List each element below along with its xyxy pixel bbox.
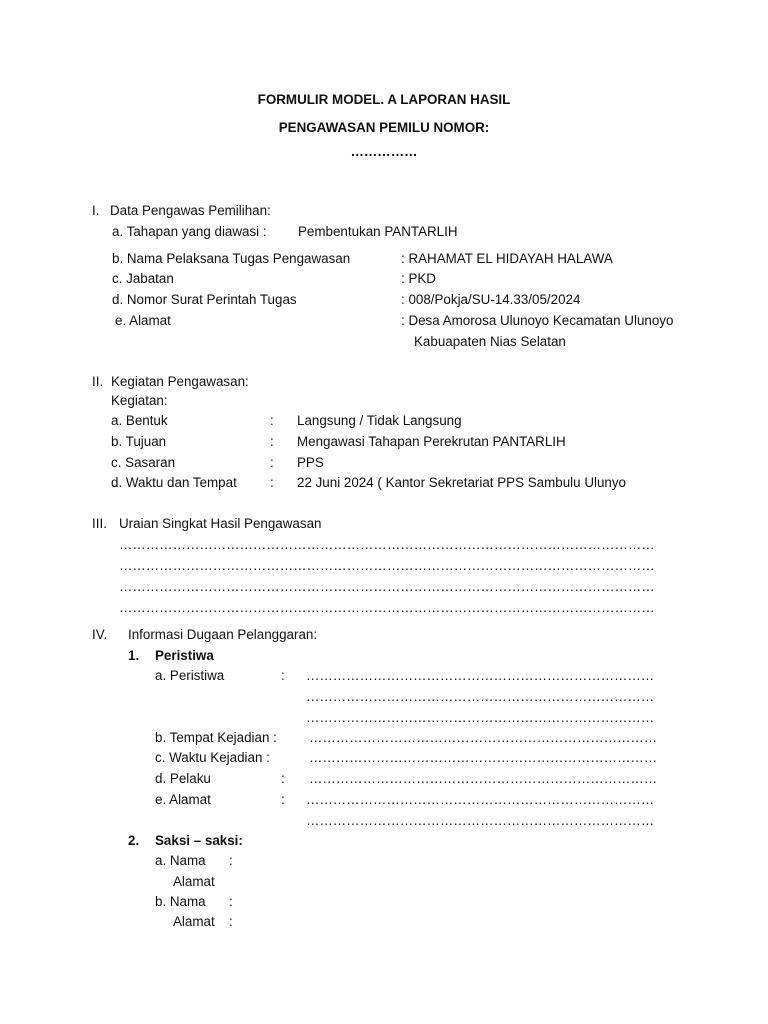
section-2-number: II. <box>92 374 104 389</box>
tempat-kejadian-dotted-line: …………………………………………………………………… <box>309 730 658 745</box>
uraian-dotted-line: ………………………………………………………………………………………………………… <box>119 579 655 594</box>
peristiwa-dotted-line: …………………………………………………………………… <box>306 710 655 725</box>
sasaran-value: PPS <box>297 455 324 470</box>
section-1-number: I. <box>92 203 100 218</box>
waktu-tempat-label: d. Waktu dan Tempat <box>111 475 237 490</box>
section-4-number: IV. <box>92 627 108 642</box>
uraian-dotted-line: ………………………………………………………………………………………………………… <box>119 558 655 573</box>
nama-pelaksana-value: : RAHAMAT EL HIDAYAH HALAWA <box>401 251 613 266</box>
waktu-tempat-value: 22 Juni 2024 ( Kantor Sekretariat PPS Sambulu Ulunyo <box>297 475 626 490</box>
peristiwa-title: Peristiwa <box>155 648 214 663</box>
saksi-b-alamat-colon: : <box>229 914 233 929</box>
alamat-value: : Desa Amorosa Ulunoyo Kecamatan Ulunoyo <box>401 313 674 328</box>
saksi-title: Saksi – saksi: <box>155 833 243 848</box>
form-number-placeholder: …………… <box>350 144 418 159</box>
waktu-tempat-colon: : <box>270 475 274 490</box>
uraian-dotted-line: ………………………………………………………………………………………………………… <box>119 600 655 615</box>
saksi-number: 2. <box>128 833 140 848</box>
nomor-surat-label: d. Nomor Surat Perintah Tugas <box>112 292 297 307</box>
tujuan-colon: : <box>270 434 274 449</box>
kegiatan-sublabel: Kegiatan: <box>111 393 168 408</box>
sasaran-label: c. Sasaran <box>111 455 176 470</box>
peristiwa-colon: : <box>281 668 285 683</box>
tahapan-label: a. Tahapan yang diawasi : <box>112 224 267 239</box>
alamat-value-line2: Kabuapaten Nias Selatan <box>414 334 566 349</box>
saksi-b-alamat-label: Alamat <box>173 914 215 929</box>
nomor-surat-value: : 008/Pokja/SU-14.33/05/2024 <box>401 292 581 307</box>
saksi-b-nama-label: b. Nama <box>155 894 206 909</box>
alamat-kejadian-dotted-line: …………………………………………………………………… <box>306 792 655 807</box>
bentuk-label: a. Bentuk <box>111 413 168 428</box>
saksi-a-nama-colon: : <box>229 853 233 868</box>
peristiwa-number: 1. <box>128 648 140 663</box>
section-1-title: Data Pengawas Pemilihan: <box>110 203 271 218</box>
pelaku-label: d. Pelaku <box>155 771 211 786</box>
alamat-label: e. Alamat <box>115 313 171 328</box>
peristiwa-dotted-line: …………………………………………………………………… <box>306 668 655 683</box>
section-4-title: Informasi Dugaan Pelanggaran: <box>128 627 318 642</box>
tahapan-value: Pembentukan PANTARLIH <box>298 224 458 239</box>
waktu-kejadian-dotted-line: …………………………………………………………………… <box>309 750 658 765</box>
saksi-a-nama-label: a. Nama <box>155 853 206 868</box>
bentuk-colon: : <box>270 413 274 428</box>
alamat-kejadian-label: e. Alamat <box>155 792 211 807</box>
bentuk-value: Langsung / Tidak Langsung <box>297 413 462 428</box>
tempat-kejadian-label: b. Tempat Kejadian : <box>155 730 277 745</box>
section-3-title: Uraian Singkat Hasil Pengawasan <box>119 516 322 531</box>
nama-pelaksana-label: b. Nama Pelaksana Tugas Pengawasan <box>112 251 351 266</box>
form-title-line2: PENGAWASAN PEMILU NOMOR: <box>278 120 490 135</box>
alamat-kejadian-colon: : <box>281 792 285 807</box>
waktu-kejadian-label: c. Waktu Kejadian : <box>155 750 270 765</box>
saksi-b-nama-colon: : <box>229 894 233 909</box>
tujuan-label: b. Tujuan <box>111 434 167 449</box>
sasaran-colon: : <box>270 455 274 470</box>
section-3-number: III. <box>92 516 107 531</box>
section-2-title: Kegiatan Pengawasan: <box>111 374 249 389</box>
jabatan-label: c. Jabatan <box>112 271 174 286</box>
tujuan-value: Mengawasi Tahapan Perekrutan PANTARLIH <box>297 434 566 449</box>
uraian-dotted-line: ………………………………………………………………………………………………………… <box>119 537 655 552</box>
peristiwa-label: a. Peristiwa <box>155 668 225 683</box>
jabatan-value: : PKD <box>401 271 436 286</box>
pelaku-dotted-line: …………………………………………………………………… <box>309 771 658 786</box>
saksi-a-alamat-label: Alamat <box>173 874 215 889</box>
alamat-kejadian-dotted-line: …………………………………………………………………… <box>306 813 655 828</box>
peristiwa-dotted-line: …………………………………………………………………… <box>306 689 655 704</box>
form-title-line1: FORMULIR MODEL. A LAPORAN HASIL <box>257 92 511 107</box>
pelaku-colon: : <box>281 771 285 786</box>
